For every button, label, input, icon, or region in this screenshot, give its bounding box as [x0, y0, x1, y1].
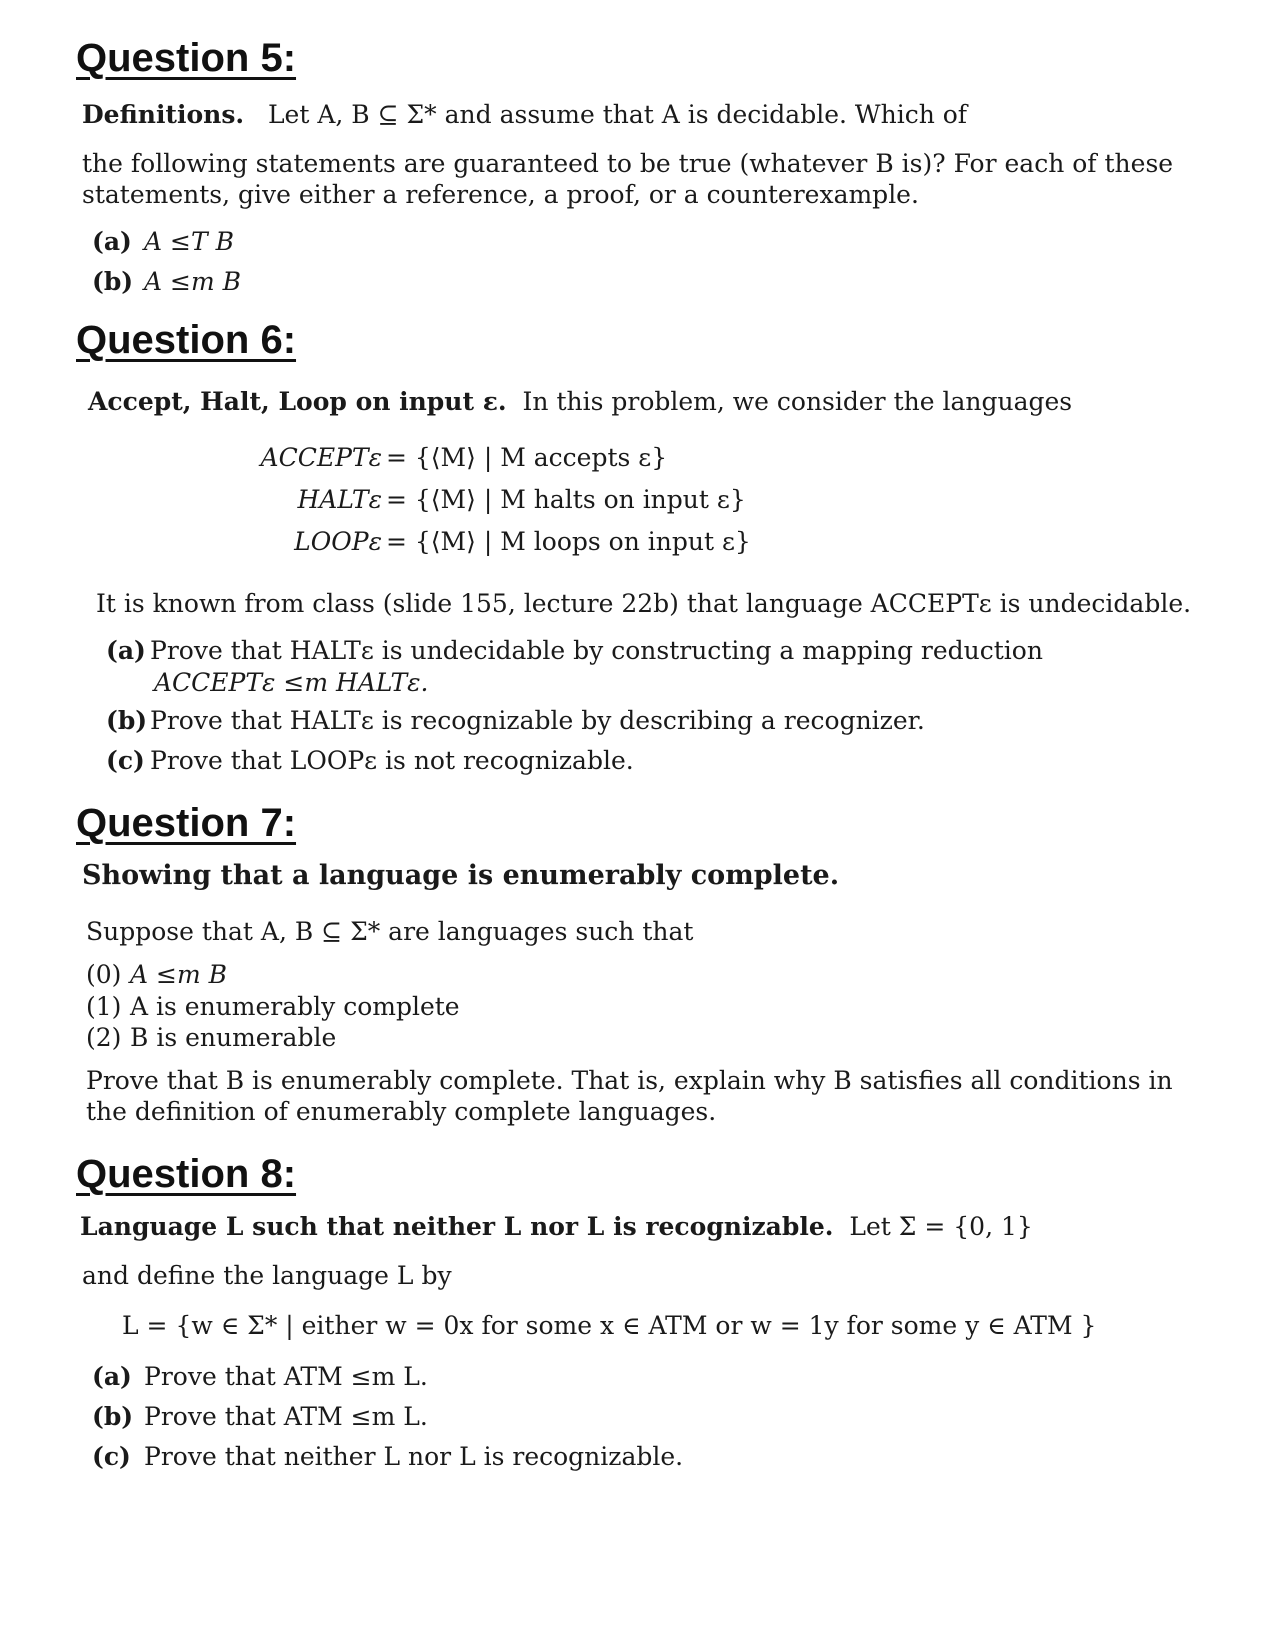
q6-def-lhs: HALTε	[297, 485, 382, 514]
q8-definition: L = {w ∈ Σ* | either w = 0x for some x ∈ ATM or w = 1y for some y ∈ ATM }	[122, 1311, 1097, 1340]
q8-intro-text: Let Σ = {0, 1}	[849, 1212, 1033, 1241]
q5-item-b	[92, 266, 241, 298]
q6-known-statement: It is known from class (slide 155, lecture 22b) that language ACCEPTε is undecidable.	[96, 589, 1192, 618]
q5-item-label: (a)	[92, 227, 132, 256]
q7-condition-text: A ≤m B	[130, 960, 227, 989]
q6-bold-lead: Accept, Halt, Loop on input ε.	[88, 387, 507, 416]
q8-item-label: (c)	[92, 1442, 131, 1471]
q5-intro-text: Let A, B ⊆ Σ* and assume that A is decidable. Which of	[267, 100, 968, 129]
q5-intro-line3: statements, give either a reference, a proof, or a counterexample.	[82, 180, 919, 209]
q7-prove-line1: Prove that B is enumerably complete. That is, explain why B satisfies all conditions in	[86, 1066, 1173, 1095]
q7-heading: Question 7:	[76, 801, 297, 845]
q8-item-text: Prove that ATM ≤m L.	[144, 1402, 428, 1431]
q8-item-label: (a)	[92, 1362, 132, 1391]
q6-intro-text: In this problem, we consider the languages	[522, 387, 1073, 416]
q7-condition-2	[86, 1022, 336, 1054]
q5-item-a	[92, 226, 234, 258]
q5-bold-lead: Definitions.	[82, 100, 245, 129]
q6-intro	[88, 386, 1072, 418]
q5-heading: Question 5:	[76, 36, 297, 80]
q6-item-a-line2: ACCEPTε ≤m HALTε.	[154, 668, 429, 697]
q6-item-label: (b)	[106, 706, 148, 735]
q5-item-text: A ≤T B	[144, 227, 234, 256]
q7-title: Showing that a language is enumerably complete.	[82, 860, 840, 891]
q6-item-text: Prove that LOOPε is not recognizable.	[150, 746, 634, 775]
q8-item-a	[92, 1361, 428, 1393]
q8-item-c	[92, 1441, 683, 1473]
q7-suppose: Suppose that A, B ⊆ Σ* are languages such that	[86, 917, 694, 946]
q5-item-text: A ≤m B	[144, 267, 241, 296]
q7-condition-text: B is enumerable	[130, 1023, 337, 1052]
q6-item-b	[106, 705, 925, 737]
q6-def-rhs: = {⟨M⟩ | M loops on input ε}	[386, 527, 751, 556]
q6-item-label: (c)	[106, 746, 145, 775]
q6-def-lhs: ACCEPTε	[260, 443, 382, 472]
q6-heading: Question 6:	[76, 318, 297, 362]
q5-intro-line1	[82, 99, 967, 131]
q7-condition-text: A is enumerably complete	[130, 992, 460, 1021]
q6-def-lhs: LOOPε	[294, 527, 382, 556]
q8-heading: Question 8:	[76, 1152, 297, 1196]
q7-prove-line2: the definition of enumerably complete languages.	[86, 1097, 717, 1126]
q8-intro-line2: and define the language L by	[82, 1261, 452, 1290]
q8-item-text: Prove that neither L nor L is recognizable.	[144, 1442, 684, 1471]
q8-intro-line1	[80, 1211, 1033, 1243]
q7-condition-label: (0)	[86, 960, 122, 989]
q6-item-text: Prove that HALTε is recognizable by describing a recognizer.	[150, 706, 925, 735]
q5-item-label: (b)	[92, 267, 134, 296]
q6-def-rhs: = {⟨M⟩ | M halts on input ε}	[386, 485, 746, 514]
q6-item-a	[106, 635, 1043, 667]
q6-item-label: (a)	[106, 636, 146, 665]
q8-item-text: Prove that ATM ≤m L.	[144, 1362, 428, 1391]
q6-def-rhs: = {⟨M⟩ | M accepts ε}	[386, 443, 668, 472]
q6-item-text: Prove that HALTε is undecidable by constructing a mapping reduction	[150, 636, 1043, 665]
q8-item-label: (b)	[92, 1402, 134, 1431]
q8-item-b	[92, 1401, 428, 1433]
q8-bold-lead: Language L such that neither L nor L is recognizable.	[80, 1212, 834, 1241]
q7-condition-label: (2)	[86, 1023, 122, 1052]
q6-item-c	[106, 745, 634, 777]
q7-condition-0	[86, 959, 227, 991]
q5-intro-line2: the following statements are guaranteed to be true (whatever B is)? For each of these	[82, 149, 1174, 178]
q7-condition-label: (1)	[86, 992, 122, 1021]
q7-condition-1	[86, 991, 460, 1023]
